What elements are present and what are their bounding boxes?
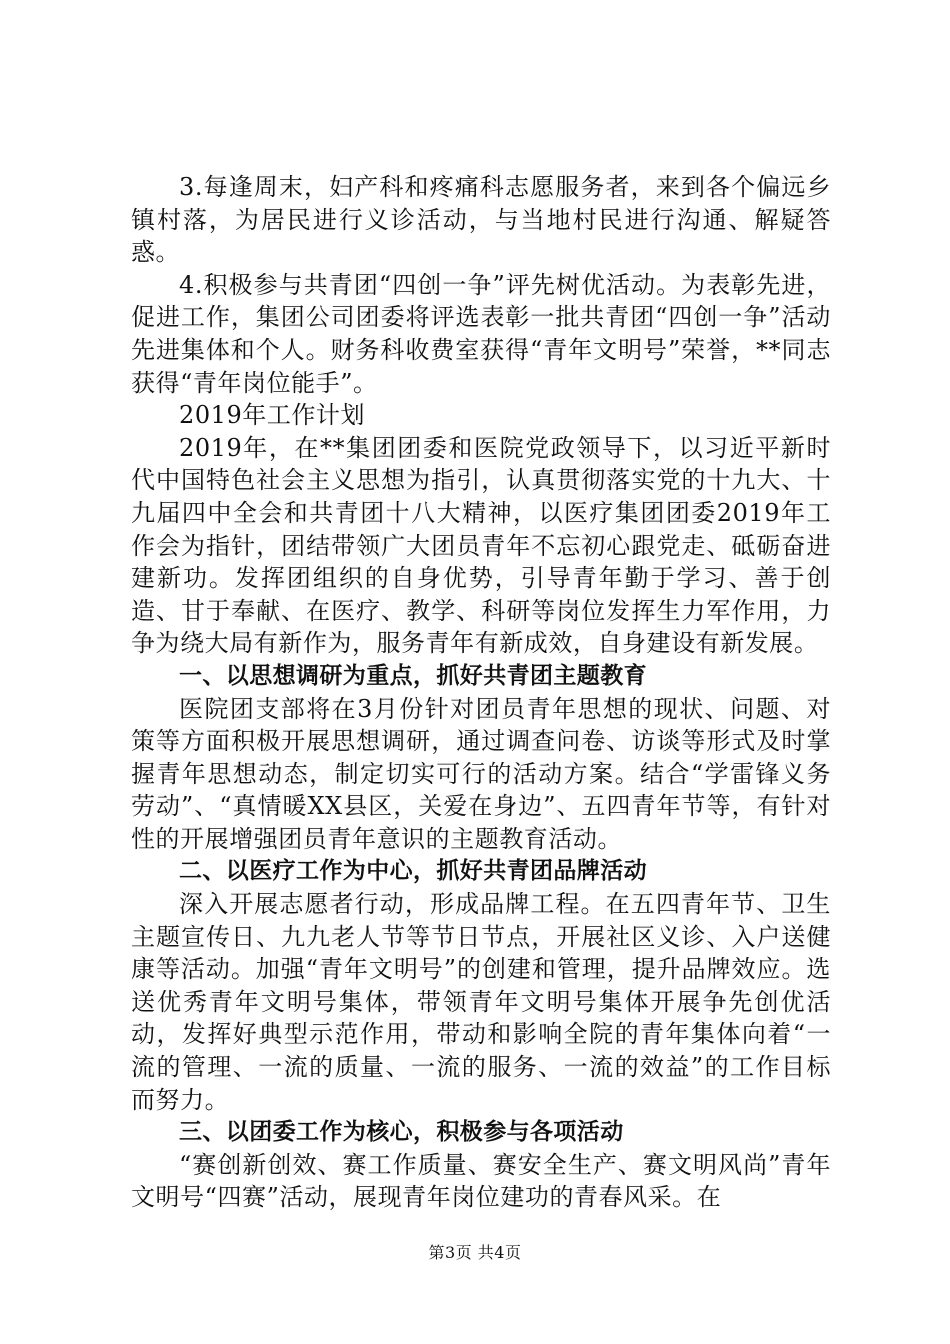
page-number-footer: 第3页 共4页 (428, 1243, 522, 1262)
paragraph-item-4: 4.积极参与共青团“四创一争”评先树优活动。为表彰先进，促进工作，集团公司团委将评选表彰一批共青团“四创一争”活动先进集体和个人。财务科收费室获得“青年文明号”荣誉，**同志获得“青年岗位能手”。 (131, 270, 831, 397)
section-3-body: “赛创新创效、赛工作质量、赛安全生产、赛文明风尚”青年文明号“四赛”活动，展现青年岗位建功的青春风采。在 (131, 1150, 831, 1212)
section-heading-2: 二、以医疗工作为中心，抓好共青团品牌活动 (179, 858, 647, 885)
document-body (131, 171, 831, 1214)
paragraph-item-3: 3.每逢周末，妇产科和疼痛科志愿服务者，来到各个偏远乡镇村落，为居民进行义诊活动，与当地村民进行沟通、解疑答惑。 (131, 173, 831, 267)
work-plan-title: 2019年工作计划 (179, 401, 366, 430)
section-2-body: 深入开展志愿者行动，形成品牌工程。在五四青年节、卫生主题宣传日、九九老人节等节日节点，开展社区义诊、入户送健康等活动。加强“青年文明号”的创建和管理，提升品牌效应。选送优秀青年文明号集体，带领青年文明号集体开展争先创优活动，发挥好典型示范作用，带动和影响全院的青年集体向着“一流的管理、一流的质量、一流的服务、一流的效益”的工作目标而努力。 (131, 890, 831, 1114)
section-1-body: 医院团支部将在3月份针对团员青年思想的现状、问题、对策等方面积极开展思想调研，通过调查问卷、访谈等形式及时掌握青年思想动态，制定切实可行的活动方案。结合“学雷锋义务劳动”、“真情暖XX县区，关爱在身边”、五四青年节等，有针对性的开展增强团员青年意识的主题教育活动。 (131, 694, 831, 853)
work-plan-intro: 2019年，在**集团团委和医院党政领导下，以习近平新时代中国特色社会主义思想为指引，认真贯彻落实党的十九大、十九届四中全会和共青团十八大精神，以医疗集团团委2019年工作会为指针，团结带领广大团员青年不忘初心跟党走、砥砺奋进建新功。发挥团组织的自身优势，引导青年勤于学习、善于创造、甘于奉献、在医疗、教学、科研等岗位发挥生力军作用，力争为绕大局有新作为，服务青年有新成效，自身建设有新发展。 (131, 433, 831, 658)
section-heading-1: 一、以思想调研为重点，抓好共青团主题教育 (179, 662, 647, 689)
section-heading-3: 三、以团委工作为核心，积极参与各项活动 (179, 1119, 624, 1146)
